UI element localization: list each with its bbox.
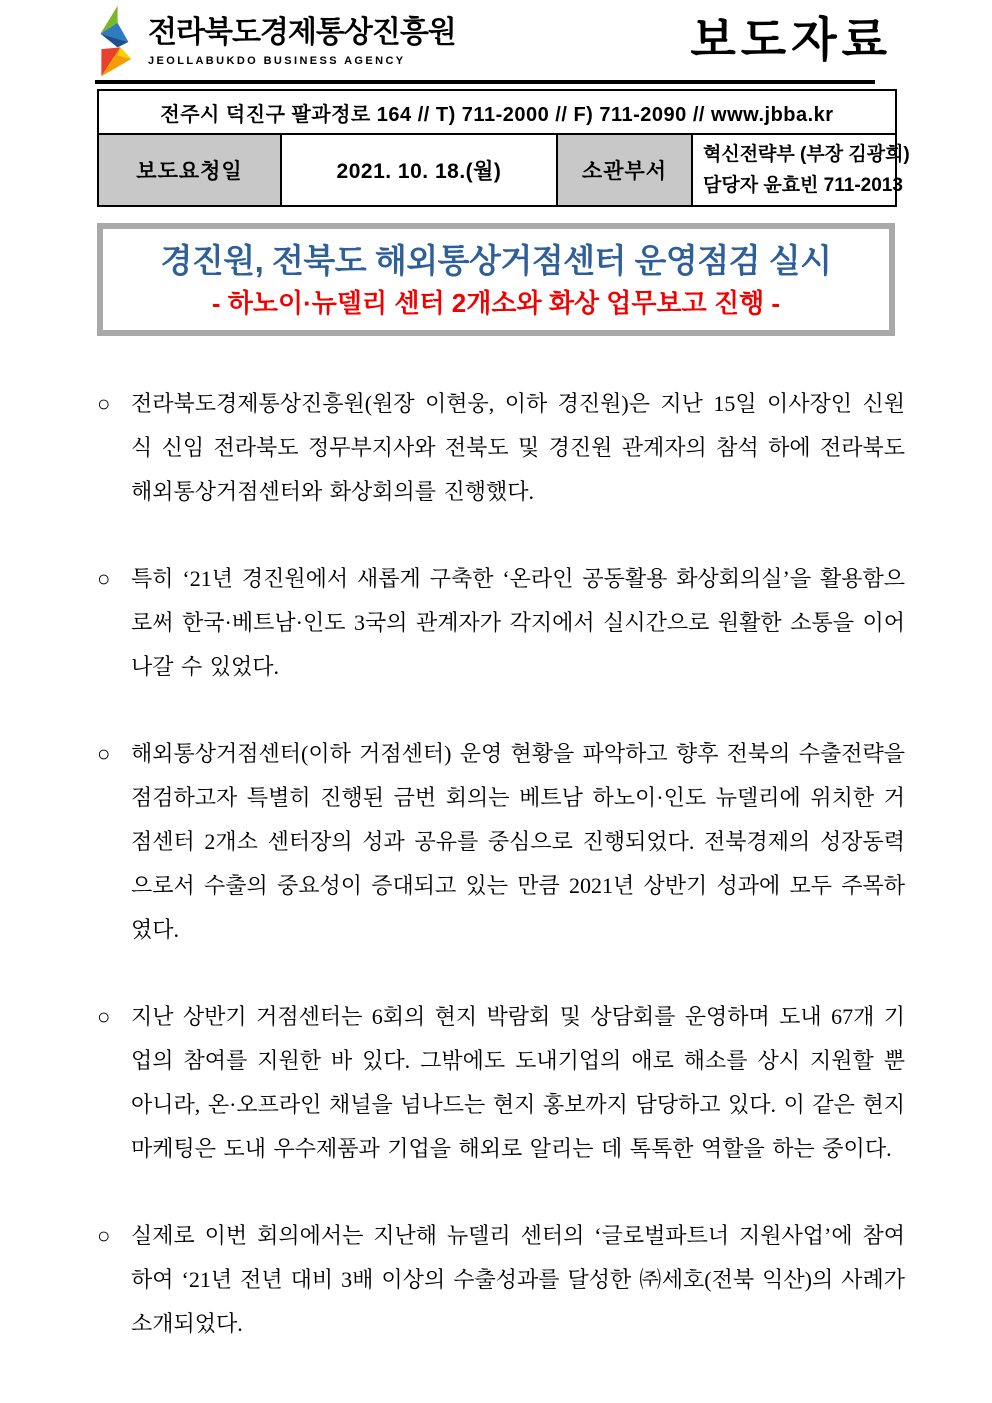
headline-title: 경진원, 전북도 해외통상거점센터 운영점검 실시 — [160, 242, 832, 279]
headline-subtitle: - 하노이·뉴델리 센터 2개소와 화상 업무보고 진행 - — [211, 287, 781, 318]
paragraph-2 — [97, 557, 905, 689]
request-date-value: 2021. 10. 18.(월) — [281, 134, 557, 206]
bullet-icon: ○ — [97, 390, 111, 416]
paragraph-3 — [97, 732, 905, 952]
header-divider — [95, 80, 875, 84]
agency-address: 전주시 덕진구 팔과정로 164 // T) 711-2000 // F) 711-2090 // www.jbba.kr — [98, 90, 896, 134]
logo-text-block — [148, 4, 456, 67]
request-date-label: 보도요청일 — [98, 134, 281, 206]
jbba-logo-icon — [88, 4, 140, 78]
org-name-english: JEOLLABUKDO BUSINESS AGENCY — [148, 55, 406, 67]
paragraph-text: 지난 상반기 거점센터는 6회의 현지 박람회 및 상담회를 운영하며 도내 67개 기업의 참여를 지원한 바 있다. 그밖에도 도내기업의 애로 해소를 상시 지원할 뿐 아니라, 온·오프라인 채널을 넘나드는 현지 홍보까지 담당하고 있다. 이 같은 현지 마케팅은 도내 우수제품과 기업을 해외로 알리는 데 톡톡한 역할을 하는 중이다. — [131, 1003, 905, 1161]
address-row — [98, 90, 896, 134]
paragraph-text: 해외통상거점센터(이하 거점센터) 운영 현황을 파악하고 향후 전북의 수출전략을 점검하고자 특별히 진행된 금번 회의는 베트남 하노이·인도 뉴델리에 위치한 거점센터 2개소 센터장의 성과 공유를 중심으로 진행되었다. 전북경제의 성장동력으로서 수출의 중요성이 증대되고 있는 만큼 2021년 상반기 성과에 모두 주목하였다. — [131, 740, 905, 942]
paragraph-4 — [97, 995, 905, 1171]
info-row — [98, 134, 896, 206]
department-label: 소관부서 — [557, 134, 692, 206]
bullet-icon: ○ — [97, 740, 111, 766]
header — [88, 4, 892, 78]
department-line1: 혁신전략부 (부장 김광희) — [703, 144, 910, 165]
bullet-icon: ○ — [97, 565, 111, 591]
paragraph-text: 전라북도경제통상진흥원(원장 이현웅, 이하 경진원)은 지난 15일 이사장인 신원식 신임 전라북도 정무부지사와 전북도 및 경진원 관계자의 참석 하에 전라북도 해외통상거점센터와 화상회의를 진행했다. — [131, 390, 905, 504]
headline-box — [97, 223, 895, 336]
document-type-title: 보도자료 — [690, 13, 892, 66]
paragraph-1 — [97, 382, 905, 514]
paragraph-5 — [97, 1214, 905, 1346]
bullet-icon: ○ — [97, 1222, 111, 1248]
agency-logo — [88, 4, 456, 78]
department-line2: 담당자 윤효빈 711-2013 — [703, 175, 903, 196]
paragraph-text: 실제로 이번 회의에서는 지난해 뉴델리 센터의 ‘글로벌파트너 지원사업’에 참여하여 ‘21년 전년 대비 3배 이상의 수출성과를 달성한 ㈜세호(전북 익산)의 사례가 소개되었다. — [131, 1222, 905, 1336]
press-info-table — [97, 89, 910, 207]
department-contact — [692, 134, 910, 206]
bullet-icon: ○ — [97, 1003, 111, 1029]
org-name: 전라북도경제통상진흥원 — [148, 16, 456, 49]
paragraph-text: 특히 ‘21년 경진원에서 새롭게 구축한 ‘온라인 공동활용 화상회의실’을 활용함으로써 한국·베트남·인도 3국의 관계자가 각지에서 실시간으로 원활한 소통을 이어나갈 수 있었다. — [131, 565, 905, 679]
article-body — [97, 382, 905, 1346]
